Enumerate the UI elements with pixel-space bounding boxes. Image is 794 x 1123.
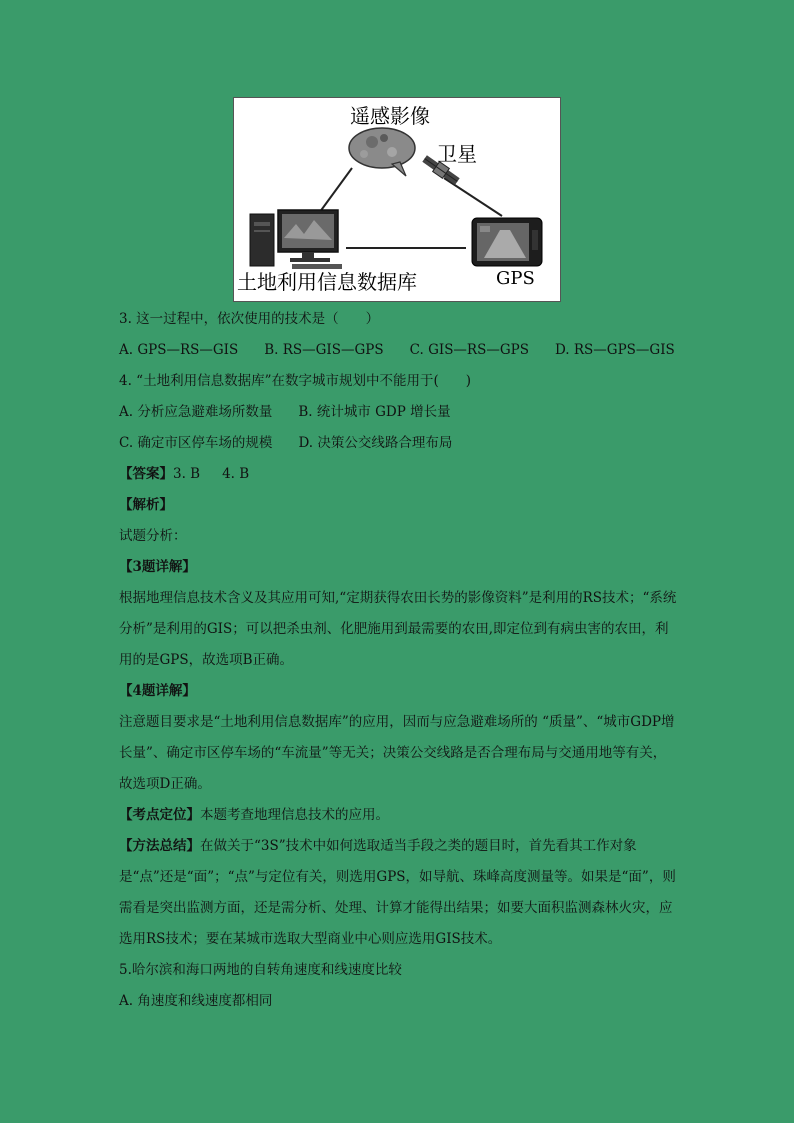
method-label: 【方法总结】 bbox=[119, 838, 200, 854]
q3-options bbox=[119, 335, 679, 366]
gps-device-icon bbox=[472, 218, 542, 266]
q4-options-ab bbox=[119, 397, 679, 428]
q3-stem: 3. 这一过程中，依次使用的技术是（ ） bbox=[119, 311, 380, 327]
line-satellite-to-gps bbox=[444, 178, 502, 216]
kaodian-line bbox=[119, 800, 679, 831]
q4-option-c: C. 确定市区停车场的规模 bbox=[119, 435, 273, 451]
q3-option-c: C. GIS—RS—GPS bbox=[409, 342, 529, 358]
remote-sensing-image-icon bbox=[349, 128, 415, 176]
q4-option-b: B. 统计城市 GDP 增长量 bbox=[298, 404, 451, 420]
3s-diagram bbox=[233, 97, 561, 302]
analysis-intro: 试题分析： bbox=[119, 528, 187, 544]
q4-detail-title: 【4题详解】 bbox=[119, 683, 196, 699]
kaodian-text: 本题考查地理信息技术的应用。 bbox=[200, 807, 389, 823]
q4-option-a: A. 分析应急避难场所数量 bbox=[119, 404, 273, 420]
q4-option-d: D. 决策公交线路合理布局 bbox=[298, 435, 453, 451]
q4-stem: 4. “土地利用信息数据库”在数字城市规划中不能用于( ) bbox=[119, 373, 472, 389]
q3-detail-title: 【3题详解】 bbox=[119, 559, 196, 575]
q4-options-cd bbox=[119, 428, 679, 459]
analysis-label: 【解析】 bbox=[119, 497, 173, 513]
q5-option-a: A. 角速度和线速度都相同 bbox=[119, 993, 273, 1009]
label-remote-sensing: 遥感影像 bbox=[350, 104, 430, 128]
question-content bbox=[119, 304, 679, 1017]
q4-detail-text: 注意题目要求是“土地利用信息数据库”的应用，因而与应急避难场所的 “质量”、“城市GDP增长量”、确定市区停车场的“车流量”等无关；决策公交线路是否合理布局与交通用地等有关，故选项D正确。 bbox=[119, 714, 675, 792]
label-satellite: 卫星 bbox=[437, 142, 477, 166]
method-text: 在做关于“3S”技术中如何选取适当手段之类的题目时，首先看其工作对象是“点”还是“面”；“点”与定位有关，则选用GPS，如导航、珠峰高度测量等。如果是“面”，则需看是突出监测方面，还是需分析、处理、计算才能得出结果；如要大面积监测森林火灾，应选用RS技术；要在某城市选取大型商业中心则应选用GIS技术。 bbox=[119, 838, 676, 947]
q3-detail-text: 根据地理信息技术含义及其应用可知,“定期获得农田长势的影像资料”是利用的RS技术；“系统分析”是利用的GIS；可以把杀虫剂、化肥施用到最需要的农田,即定位到有病虫害的农田，利用的是GPS，故选项B正确。 bbox=[119, 590, 677, 668]
label-gps: GPS bbox=[496, 268, 535, 289]
kaodian-label: 【考点定位】 bbox=[119, 807, 200, 823]
answer-3: 3. B bbox=[173, 466, 201, 482]
q3-option-d: D. RS—GPS—GIS bbox=[554, 342, 675, 358]
q5-stem: 5.哈尔滨和海口两地的自转角速度和线速度比较 bbox=[119, 962, 402, 978]
computer-icon bbox=[250, 210, 342, 269]
method-summary bbox=[119, 831, 679, 955]
answer-4: 4. B bbox=[222, 466, 250, 482]
q3-option-a: A. GPS—RS—GIS bbox=[119, 342, 239, 358]
label-land-database: 土地利用信息数据库 bbox=[237, 270, 417, 294]
q3-option-b: B. RS—GIS—GPS bbox=[264, 342, 384, 358]
answer-line bbox=[119, 459, 679, 490]
answer-label: 【答案】 bbox=[119, 466, 173, 482]
